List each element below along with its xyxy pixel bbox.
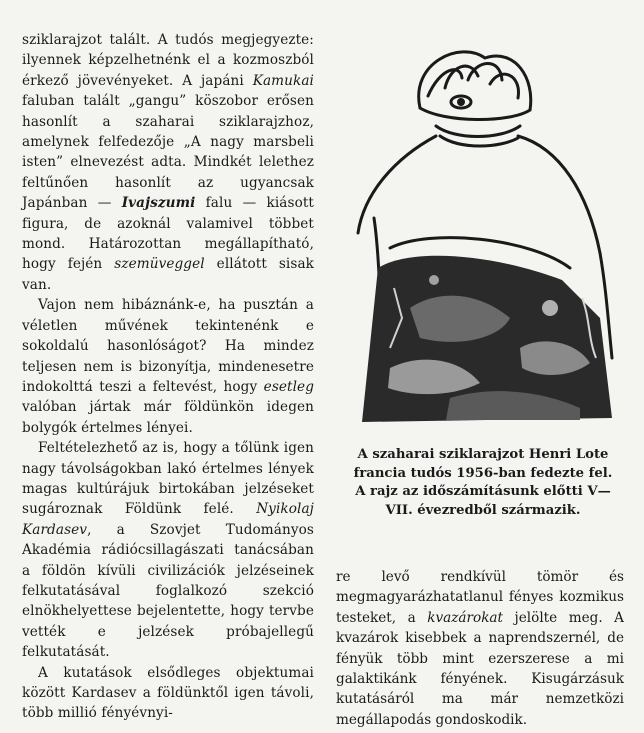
paragraph-2 <box>22 295 314 438</box>
right-kvazarokat: kvazárokat <box>427 609 503 626</box>
right-text-a: re levő rendkívül tömör és megmagyarázhatatlanul fényes kozmikus testeket, a <box>336 569 624 626</box>
p1-text-d: ellátott sisak van. <box>22 256 314 293</box>
p1-text-c: falu — kiásott figura, de azoknál valamivel többet mond. Határozottan megállapítható, hogy fején <box>22 195 314 273</box>
p4-text: A kutatások elsődleges objektumai között Kardasev a földünktől igen távoli, több millió fényévnyi- <box>22 664 314 722</box>
paragraph-1 <box>22 30 314 295</box>
p1-kamukai: Kamukai <box>252 72 314 89</box>
p3-name: Nyikolaj Kardasev <box>22 501 314 538</box>
p1-ivajszumi: Ivajszumi <box>121 195 196 212</box>
rock-texture <box>362 256 612 422</box>
p1-text-a: sziklarajzot talált. A tudós megjegyezte: ilyennek képzelhetnénk el a kozmoszból érkező jövevényeket. A japáni <box>22 32 314 89</box>
p2-esetleg: esetleg <box>263 378 314 395</box>
right-text-column <box>336 567 624 730</box>
p2-text-a: Vajon nem hibáznánk-e, ha pusztán a véletlen művének tekintenénk e sokoldalú hasonlóságot? Ha mindez teljesen nem is bizonyítja, mindenesetre indokolttá teszi a feltevést, hogy <box>22 297 314 395</box>
right-paragraph <box>336 567 624 730</box>
p2-text-b: valóban jártak már földünkön idegen bolygók értelmes lényei. <box>22 399 314 436</box>
figure-caption: A szaharai sziklarajzot Henri Lote francia tudós 1956-ban fedezte fel. A rajz az időszámításunk előtti V—VII. évezredből származik. <box>353 447 613 518</box>
right-text-b: jelölte meg. A kvazárok kisebbek a naprendszernél, de fényük több mint ezerszerese a mi galaktikánk fényének. Kisugárzásuk kutatásáról ma már nemzetközi megállapodás gondoskodik. <box>336 609 624 728</box>
paragraph-3 <box>22 438 314 662</box>
p3-text-a: Feltételezhető az is, hogy a tőlünk igen nagy távolságokban lakó értelmes lények magas kultúrájuk birtokában jelzéseket sugároznak Földünk felé. <box>22 440 314 518</box>
p3-text-b: , a Szovjet Tudományos Akadémia rádiócsillagászati tanácsában a földön kívüli civilizációk jelzéseinek felkutatásával foglalkozó szekció elnökhelyettese bejelentette, hogy tervbe vették e jelzések próbajellegű felkutatását. <box>22 521 314 661</box>
p1-szemuveggel: szemüveggel <box>114 256 205 273</box>
rock-drawing-illustration <box>350 18 622 436</box>
paragraph-4 <box>22 663 314 724</box>
p1-text-b: faluban talált „gangu” köszobor erősen hasonlít a szaharai sziklarajzhoz, amelynek felfedezője „A nagy marsbeli isten” elnevezést adta. Mindkét lelethez feltűnően hasonlít az ugyancsak Japánban — <box>22 93 314 212</box>
rock-drawing-figure <box>350 18 622 436</box>
left-text-column <box>22 30 314 724</box>
